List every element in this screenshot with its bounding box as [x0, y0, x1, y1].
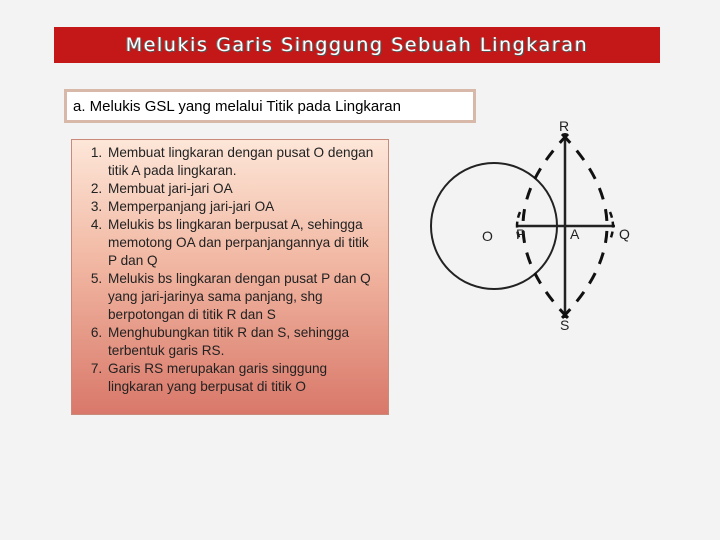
- label-q: Q: [619, 226, 630, 242]
- steps-panel: [71, 139, 389, 415]
- step-item: 6. Menghubungkan titik R dan S, sehingga terbentuk garis RS.: [106, 324, 380, 360]
- subtitle: a. Melukis GSL yang melalui Titik pada Lingkaran: [73, 97, 401, 115]
- page-title: Melukis Garis Singgung Sebuah Lingkaran: [125, 34, 589, 56]
- step-item: 2. Membuat jari-jari OA: [106, 180, 380, 198]
- arc-right: [562, 134, 607, 318]
- step-item: 3. Memperpanjang jari-jari OA: [106, 198, 380, 216]
- main-circle: [431, 163, 557, 289]
- label-o: O: [482, 228, 493, 244]
- label-s: S: [560, 317, 570, 333]
- step-item: 4. Melukis bs lingkaran berpusat A, sehingga memotong OA dan perpanjangannya di titik P dan Q: [106, 216, 380, 270]
- step-item: 7. Garis RS merupakan garis singgung lingkaran yang berpusat di titik O: [106, 360, 380, 396]
- label-r: R: [559, 118, 570, 134]
- subtitle-box: [64, 89, 476, 123]
- label-p: P: [516, 226, 526, 242]
- title-bar: [54, 27, 660, 63]
- arc-left: [523, 134, 568, 318]
- mark-q: [610, 212, 613, 240]
- mark-p: [517, 212, 520, 240]
- step-item: 5. Melukis bs lingkaran dengan pusat P dan Q yang jari-jarinya sama panjang, shg berpotongan di titik R dan S: [106, 270, 380, 324]
- label-a: A: [570, 226, 580, 242]
- steps-list: [72, 140, 388, 396]
- step-item: 1. Membuat lingkaran dengan pusat O dengan titik A pada lingkaran.: [106, 144, 380, 180]
